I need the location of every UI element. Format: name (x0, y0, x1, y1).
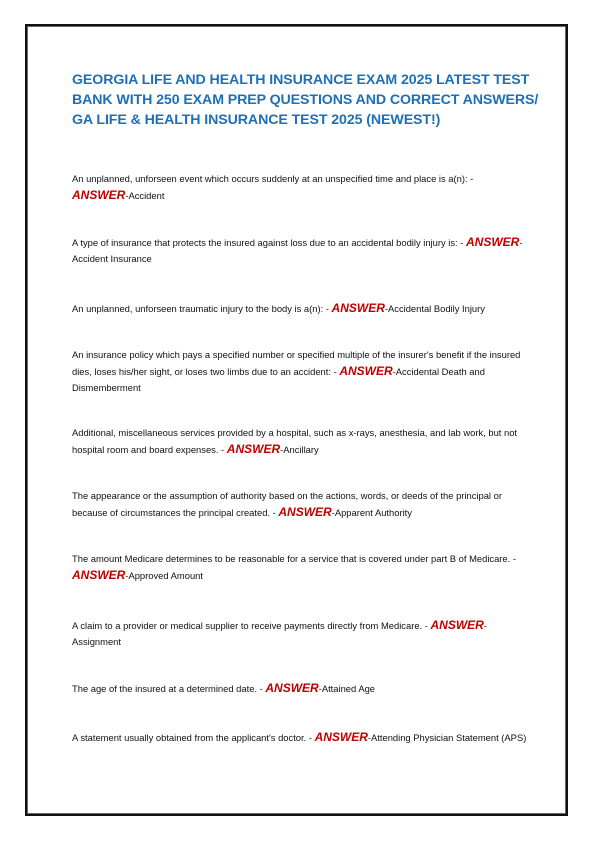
answer-label: ANSWER (72, 188, 126, 202)
question-text: The appearance or the assumption of authority based on the actions, words, or deeds of the principal or because of circumstances the principal created. - (72, 490, 502, 518)
question-text: A type of insurance that protects the insured against loss due to an accidental bodily injury is: - (72, 237, 464, 248)
qa-item-3 (72, 300, 532, 317)
answer-text: -Assignment (72, 620, 487, 647)
answer-label: ANSWER (331, 301, 385, 315)
answer-label: ANSWER (430, 618, 484, 632)
qa-item-10 (72, 729, 532, 746)
question-text: Additional, miscellaneous services provided by a hospital, such as x-rays, anesthesia, and lab work, but not hospital room and board expenses. - (72, 427, 518, 455)
qa-item-7 (72, 551, 532, 584)
question-text: An unplanned, unforseen event which occurs suddenly at an unspecified time and place is a(n): - (72, 173, 474, 184)
answer-text: -Attending Physician Statement (APS) (367, 732, 527, 743)
qa-item-8 (72, 617, 532, 650)
qa-item-1 (72, 171, 532, 204)
qa-item-5 (72, 425, 532, 458)
answer-label: ANSWER (72, 568, 126, 582)
page-border (25, 24, 568, 816)
answer-text: -Accident Insurance (72, 237, 523, 264)
answer-text: -Ancillary (280, 444, 319, 455)
answer-label: ANSWER (265, 681, 319, 695)
answer-text: -Apparent Authority (331, 507, 412, 518)
answer-label: ANSWER (314, 730, 368, 744)
answer-text: -Accident (125, 190, 165, 201)
answer-label: ANSWER (339, 364, 393, 378)
answer-text: -Approved Amount (125, 570, 203, 581)
question-text: An unplanned, unforseen traumatic injury to the body is a(n): - (72, 303, 329, 314)
answer-text: -Accidental Death and Dismemberment (72, 366, 485, 393)
question-text: The age of the insured at a determined date. - (72, 683, 263, 694)
answer-text: -Accidental Bodily Injury (384, 303, 485, 314)
document-title: GEORGIA LIFE AND HEALTH INSURANCE EXAM 2025 LATEST TEST BANK WITH 250 EXAM PREP QUESTIONS AND CORRECT ANSWERS/ GA LIFE & HEALTH INSURANCE TEST 2025 (NEWEST!) (72, 72, 539, 128)
qa-item-6 (72, 488, 532, 521)
answer-label: ANSWER (278, 505, 332, 519)
qa-item-9 (72, 680, 532, 697)
answer-label: ANSWER (226, 442, 281, 456)
question-text: A claim to a provider or medical supplier to receive payments directly from Medicare. - (72, 620, 428, 631)
answer-text: -Attained Age (318, 683, 375, 694)
answer-label: ANSWER (465, 235, 520, 249)
qa-item-4 (72, 347, 532, 396)
question-text: A statement usually obtained from the applicant's doctor. - (72, 732, 312, 743)
qa-item-2 (72, 234, 532, 267)
question-text: An insurance policy which pays a specified number or specified multiple of the insurer's benefit if the insured dies, loses his/her sight, or loses two limbs due to an accident: - (72, 349, 521, 377)
question-text: The amount Medicare determines to be reasonable for a service that is covered under part B of Medicare. - (72, 553, 516, 564)
